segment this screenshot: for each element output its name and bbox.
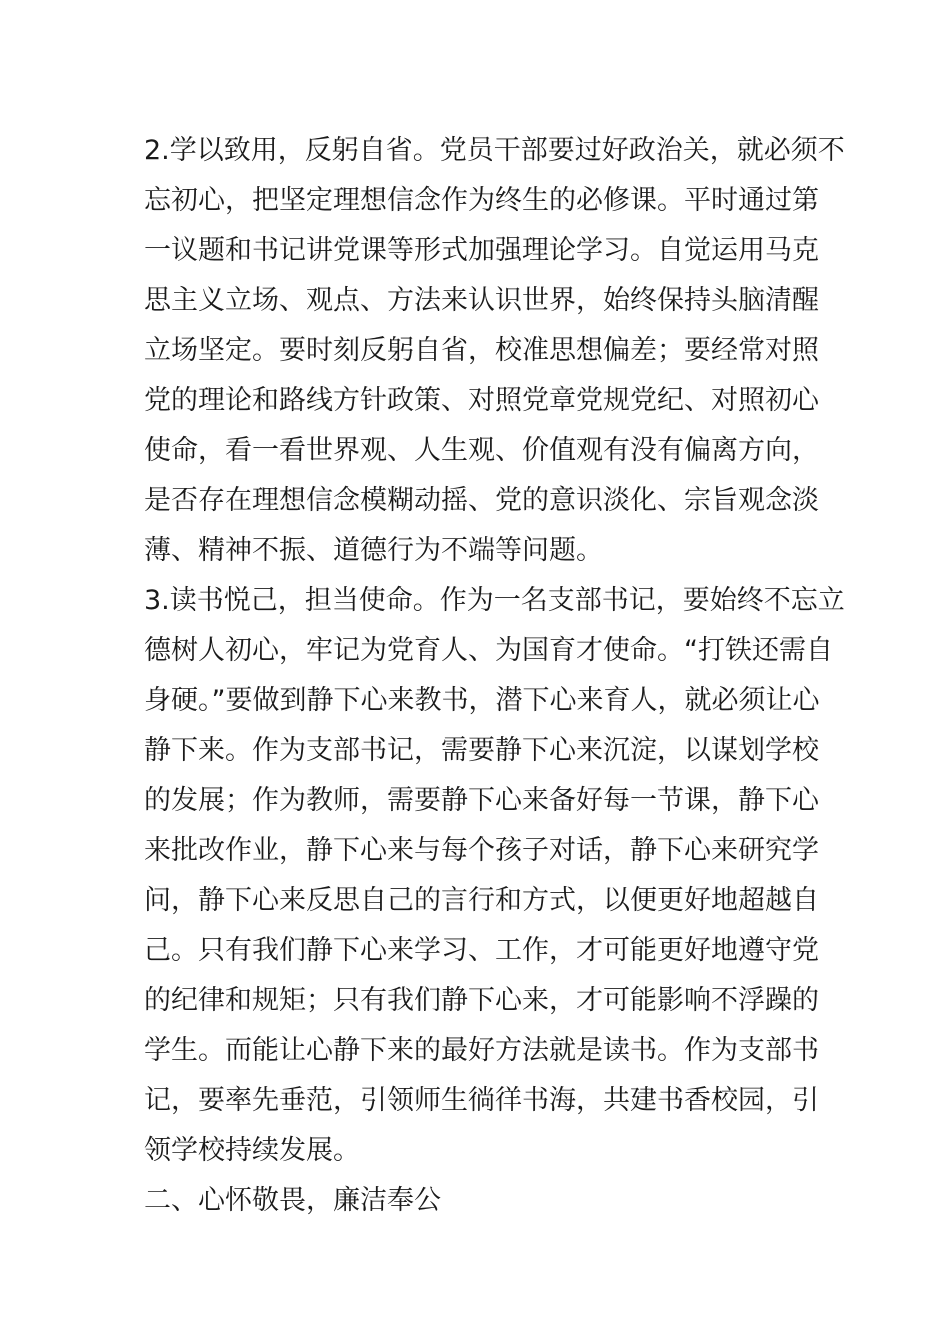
document-body <box>144 126 845 1226</box>
paragraph-item-3 <box>144 576 845 1176</box>
text-line: 学生。而能让心静下来的最好方法就是读书。作为支部书 <box>144 1035 819 1066</box>
text-line: 领学校持续发展。 <box>144 1135 360 1166</box>
section-heading <box>144 1176 810 1226</box>
paragraph-item-2 <box>144 126 845 576</box>
text-line: 忘初心，把坚定理想信念作为终生的必修课。平时通过第 <box>144 185 819 216</box>
section-heading-text: 二、心怀敬畏，廉洁奉公 <box>144 1185 441 1216</box>
text-line: 来批改作业，静下心来与每个孩子对话，静下心来研究学 <box>144 835 819 866</box>
text-line: 立场坚定。要时刻反躬自省，校准思想偏差；要经常对照 <box>144 335 819 366</box>
text-line: 党的理论和路线方针政策、对照党章党规党纪、对照初心 <box>144 385 819 416</box>
text-line: 是否存在理想信念模糊动摇、党的意识淡化、宗旨观念淡 <box>144 485 819 516</box>
text-line: 使命，看一看世界观、人生观、价值观有没有偏离方向， <box>144 435 819 466</box>
text-line: 薄、精神不振、道德行为不端等问题。 <box>144 535 603 566</box>
text-line: 问，静下心来反思自己的言行和方式，以便更好地超越自 <box>144 885 819 916</box>
text-line: 3.读书悦己，担当使命。作为一名支部书记，要始终不忘立 <box>144 585 845 616</box>
text-line: 思主义立场、观点、方法来认识世界，始终保持头脑清醒 <box>144 285 819 316</box>
text-line: 的发展；作为教师，需要静下心来备好每一节课，静下心 <box>144 785 819 816</box>
text-line: 记，要率先垂范，引领师生徜徉书海，共建书香校园，引 <box>144 1085 819 1116</box>
text-line: 身硬。”要做到静下心来教书，潜下心来育人，就必须让心 <box>144 685 820 716</box>
text-line: 己。只有我们静下心来学习、工作，才可能更好地遵守党 <box>144 935 819 966</box>
text-line: 的纪律和规矩；只有我们静下心来，才可能影响不浮躁的 <box>144 985 819 1016</box>
text-line: 德树人初心，牢记为党育人、为国育才使命。“打铁还需自 <box>144 635 833 666</box>
text-line: 2.学以致用，反躬自省。党员干部要过好政治关，就必须不 <box>144 135 845 166</box>
text-line: 静下来。作为支部书记，需要静下心来沉淀，以谋划学校 <box>144 735 819 766</box>
text-line: 一议题和书记讲党课等形式加强理论学习。自觉运用马克 <box>144 235 819 266</box>
